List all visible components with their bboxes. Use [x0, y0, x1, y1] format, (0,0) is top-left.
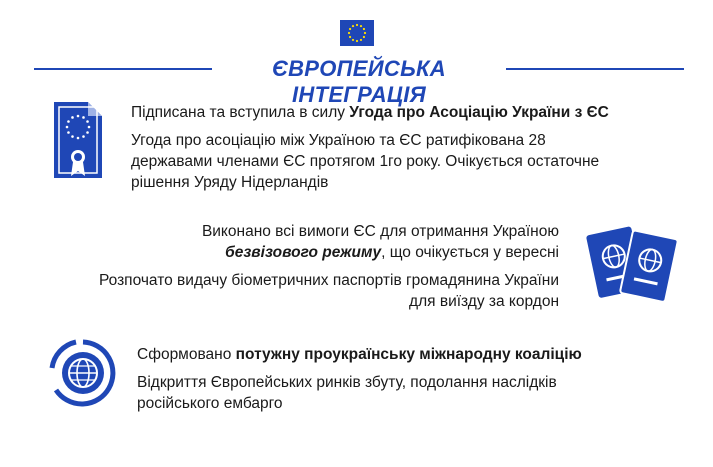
section-coalition [137, 344, 582, 414]
page-title: ЄВРОПЕЙСЬКА ІНТЕГРАЦІЯ [272, 56, 446, 107]
passports-icon [586, 222, 678, 304]
section-headline: Виконано всі вимоги ЄС для отримання Україною [201, 223, 559, 240]
star-icon [364, 32, 366, 34]
section-body-line: Розпочато видачу біометричних паспортів громадянина України [98, 272, 559, 289]
star-icon [360, 25, 362, 27]
star-icon [82, 116, 85, 119]
star-icon [352, 25, 354, 27]
star-icon [363, 36, 365, 38]
star-icon [360, 39, 362, 41]
section-association [131, 102, 609, 193]
section-headline: Підписана та вступила в силу Угода про Асоціацію України з ЄС [131, 104, 609, 121]
star-icon [348, 32, 350, 34]
star-icon [352, 39, 354, 41]
star-icon [349, 36, 351, 38]
section-body-line: російського ембарго [137, 395, 283, 412]
star-icon [71, 135, 74, 138]
section-body-line: для виїзду за кордон [409, 293, 559, 310]
star-icon [82, 135, 85, 138]
section-body-line: державами членами ЄС протягом 1го року. Очікується остаточне [131, 153, 600, 170]
star-icon [363, 28, 365, 30]
section-headline: Сформовано потужну проукраїнську міжнародну коаліцію [137, 346, 582, 363]
star-icon [77, 115, 80, 118]
section-body-line: Відкриття Європейських ринків збуту, подолання наслідків [137, 374, 557, 391]
star-icon [349, 28, 351, 30]
star-icon [86, 131, 89, 134]
star-icon [88, 126, 91, 129]
star-icon [66, 126, 69, 129]
header-rule-right [506, 68, 684, 70]
section-body-line: Угода про асоціацію між Україною та ЄС ратифікована 28 [131, 132, 546, 149]
star-icon [86, 120, 89, 123]
star-icon [71, 116, 74, 119]
star-icon [67, 131, 70, 134]
eu-flag-icon [340, 20, 374, 46]
section-headline: безвізового режиму, що очікується у вересні [225, 244, 559, 261]
certificate-icon [52, 100, 104, 182]
star-icon [356, 40, 358, 42]
star-icon [77, 137, 80, 140]
globe-icon [48, 338, 118, 408]
section-visa-free [99, 221, 559, 312]
header-rule-left [34, 68, 212, 70]
star-icon [67, 120, 70, 123]
star-icon [356, 24, 358, 26]
section-body-line: рішення Уряду Нідерландів [131, 174, 329, 191]
